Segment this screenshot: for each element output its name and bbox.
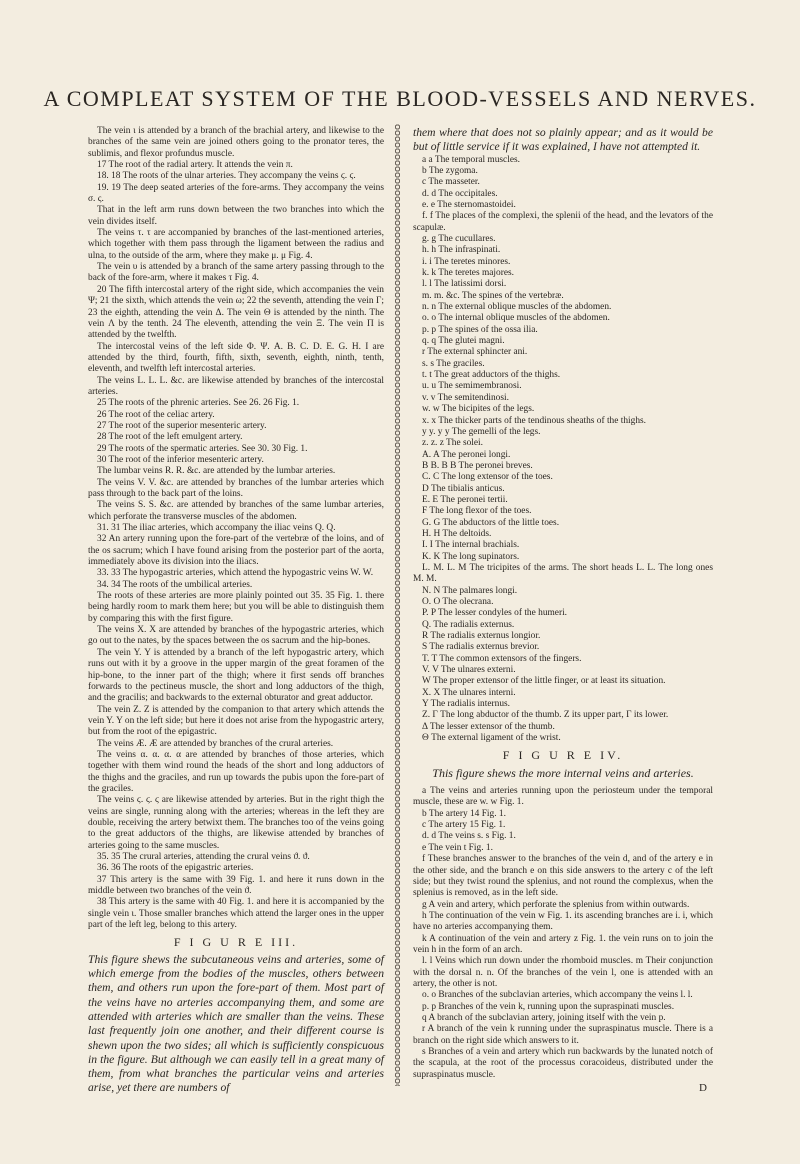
text-paragraph: 17 The root of the radial artery. It attends the vein π. xyxy=(97,160,293,171)
text-paragraph: R The radialis externus longior. xyxy=(422,631,541,642)
text-paragraph: H. H The deltoids. xyxy=(422,528,492,539)
figure-iii-intro-continued: them where that does not so plainly appear; and as it would be but of little service if it was explained, I have not attempted it. xyxy=(413,126,713,154)
text-paragraph: The roots of these arteries are more plainly pointed out 35. 35 Fig. 1. there being hardly room to mark them here; but you will be able to distinguish them by comparing this with the first figure. xyxy=(88,591,384,624)
text-paragraph: 25 The roots of the phrenic arteries. See 26. 26 Fig. 1. xyxy=(97,398,300,409)
text-paragraph: 28 The root of the left emulgent artery. xyxy=(97,432,243,443)
text-paragraph: X. X The ulnares interni. xyxy=(422,687,516,698)
right-entries xyxy=(413,155,713,745)
text-paragraph: 33. 33 The hypogastric arteries, which attend the hypogastric veins W. W. xyxy=(97,568,374,579)
text-paragraph: 32 An artery running upon the fore-part of the vertebræ of the loins, and of the os sacrum; which I have found arising from the posterior part of the aorta, immediately above its division into the iliacs. xyxy=(88,534,384,568)
text-paragraph: The veins τ. τ are accompanied by branches of the last-mentioned arteries, which together with them pass through the ligament between the radius and ulna, to the outside of the arm, where they make μ. μ Fig. 4. xyxy=(88,228,384,261)
text-paragraph: Y The radialis internus. xyxy=(422,699,510,710)
text-paragraph: f These branches answer to the branches of the vein d, and of the artery e in the other side, and the branch e on this side answers to the artery c of the left side; but they twist round the splenius, and not round the complexus, when the splenius is removed, as in the left side. xyxy=(413,854,713,899)
text-paragraph: P. P The lesser condyles of the humeri. xyxy=(422,608,568,619)
text-paragraph: The vein Y. Y is attended by a branch of the left hypogastric artery, which runs out with it by a groove in the upper margin of the great foramen of the hip-bone, to the inner part of the thigh; where it first sends off branches forwards to the pectineus muscle, the short and long adductors of the thigh, and the gracilis; and backwards to the external obturator and great adductor. xyxy=(88,647,384,704)
right-column xyxy=(413,126,713,1095)
text-paragraph: Q. The radialis externus. xyxy=(422,619,515,630)
text-paragraph: x. x The thicker parts of the tendinous sheaths of the thighs. xyxy=(422,415,647,426)
text-paragraph: d. d The veins s. s Fig. 1. xyxy=(422,831,516,842)
text-paragraph: s. s The graciles. xyxy=(422,358,485,369)
text-paragraph: Δ The lesser extensor of the thumb. xyxy=(422,721,555,732)
text-paragraph: Z. Γ The long abductor of the thumb. Z its upper part, Γ its lower. xyxy=(422,710,669,721)
text-paragraph: z. z. z The solei. xyxy=(422,438,484,449)
figure-heading-iv: F I G U R E IV. xyxy=(502,748,624,763)
text-paragraph: o. o The internal oblique muscles of the abdomen. xyxy=(422,313,610,324)
text-paragraph: The veins V. V. &c. are attended by branches of the lumbar arteries which pass through to the back part of the loins. xyxy=(88,477,384,499)
text-paragraph: D The tibialis anticus. xyxy=(422,483,505,494)
text-paragraph: g. g The cucullares. xyxy=(422,234,496,244)
text-paragraph: A. A The peronei longi. xyxy=(422,449,511,460)
text-paragraph: W The proper extensor of the little finger, or at least its situation. xyxy=(422,676,666,687)
text-paragraph: u. u The semimembranosi. xyxy=(422,381,522,392)
text-paragraph: k. k The teretes majores. xyxy=(422,268,514,279)
text-paragraph: The veins Æ. Æ are attended by branches of the crural arteries. xyxy=(97,738,334,749)
text-paragraph: That in the left arm runs down between the two branches into which the vein divides itself. xyxy=(88,205,384,227)
text-paragraph: V. V The ulnares externi. xyxy=(422,665,516,676)
text-paragraph: k A continuation of the vein and artery z Fig. 1. the vein runs on to join the vein h in the form of an arch. xyxy=(413,933,713,955)
text-paragraph: v. v The semitendinosi. xyxy=(422,392,509,403)
text-paragraph: c The artery 15 Fig. 1. xyxy=(422,820,506,831)
column-divider-ornament xyxy=(393,124,402,1086)
text-paragraph: The veins ϛ. ϛ. ϛ are likewise attended by arteries. But in the right thigh the veins are single, running along with the arteries; whereas in the left they are double, receiving the artery betwixt them. The branches too of the veins going to the great adductors of the thighs, are likewise attended by branches of arteries going to the same muscles. xyxy=(88,795,384,851)
text-paragraph: c The masseter. xyxy=(422,177,480,188)
text-paragraph: r A branch of the vein k running under the supraspinatus muscle. There is a branch on the right side which answers to it. xyxy=(413,1024,713,1046)
right-entries-after xyxy=(413,786,713,1081)
text-paragraph: l. l Veins which run down under the rhomboid muscles. m Their conjunction with the dorsal n. n. Of the branches of the vein l, one is attended with an artery, the other is not. xyxy=(413,956,713,989)
text-paragraph: 34. 34 The roots of the umbilical arteries. xyxy=(97,579,253,590)
left-paragraphs xyxy=(88,126,384,931)
text-paragraph: O. O The olecrana. xyxy=(422,597,494,607)
text-paragraph: g A vein and artery, which perforate the splenius from within outwards. xyxy=(422,899,690,910)
text-paragraph: The veins S. S. &c. are attended by branches of the same lumbar arteries, which perforate the transverse muscles of the abdomen. xyxy=(88,500,384,522)
text-paragraph: F The long flexor of the toes. xyxy=(422,506,532,517)
figure-iii-intro: This figure shews the subcutaneous veins and arteries, some of which emerge from the bodies of the muscles, others between them, and others run upon the fore-part of them. Most part of the veins have no arteries accompanying them, and some are attended with arteries which are smaller than the veins. These last frequently join one another, and their different course is shewn upon the two sides; all which is sufficiently conspicuous in the figure. But although we can easily tell in a great many of them, from what branches the particular veins and arteries arise, yet there are numbers of xyxy=(88,952,384,1095)
text-paragraph: The intercostal veins of the left side Φ. Ψ. A. B. C. D. E. G. H. I are attended by the third, fourth, fifth, sixth, seventh, eighth, ninth, tenth, eleventh, and twelfth left intercostal arteries. xyxy=(88,341,384,375)
text-paragraph: b The zygoma. xyxy=(422,165,478,176)
left-column xyxy=(88,126,384,1095)
figure-iv-intro: This figure shews the more internal veins and arteries. xyxy=(432,765,694,780)
page-title: A COMPLEAT SYSTEM OF THE BLOOD-VESSELS AND NERVES. xyxy=(43,86,757,111)
text-paragraph: 26 The root of the celiac artery. xyxy=(97,409,215,420)
text-paragraph: 31. 31 The iliac arteries, which accompany the iliac veins Q. Q. xyxy=(97,523,336,534)
text-paragraph: G. G The abductors of the little toes. xyxy=(422,517,560,528)
text-paragraph: 27 The root of the superior mesenteric artery. xyxy=(97,420,267,431)
text-paragraph: a a The temporal muscles. xyxy=(422,154,520,165)
text-paragraph: i. i The teretes minores. xyxy=(422,256,511,267)
text-paragraph: I. I The internal brachials. xyxy=(422,540,520,551)
text-paragraph: d. d The occipitales. xyxy=(422,188,498,199)
text-paragraph: w. w The bicipites of the legs. xyxy=(422,404,535,415)
text-paragraph: S The radialis externus brevior. xyxy=(422,642,540,653)
text-paragraph: The vein Z. Z is attended by the companion to that artery which attends the vein Y. Y on the left side; but here it does not arise from the hypogastric artery, but from the root of the epigastric. xyxy=(88,704,384,738)
text-paragraph: m. m. &c. The spines of the vertebræ. xyxy=(422,290,564,301)
text-paragraph: q A branch of the subclavian artery, joining itself with the vein p. xyxy=(422,1012,666,1023)
text-paragraph: The lumbar veins R. R. &c. are attended by the lumbar arteries. xyxy=(97,466,336,477)
catchword: D xyxy=(699,1082,707,1095)
text-paragraph: The veins X. X are attended by branches of the hypogastric arteries, which go out to the nates, by the spaces between the os sacrum and the hip-bones. xyxy=(88,625,384,647)
text-paragraph: p. p The spines of the ossa ilia. xyxy=(422,324,538,335)
text-paragraph: B B. B B The peronei breves. xyxy=(422,460,533,471)
text-paragraph: t. t The great adductors of the thighs. xyxy=(422,370,561,381)
text-paragraph: K. K The long supinators. xyxy=(422,551,520,562)
text-paragraph: b The artery 14 Fig. 1. xyxy=(422,808,506,819)
text-paragraph: p. p Branches of the vein k, running upon the supraspinati muscles. xyxy=(422,1001,675,1012)
text-paragraph: The veins α. α. α. α are attended by branches of those arteries, which together with them wind round the heads of the short and long adductors of the thighs and the graciles, and run up towards the pubis upon the fore-part of the graciles. xyxy=(88,749,384,794)
text-paragraph: 35. 35 The crural arteries, attending the crural veins ϑ. ϑ. xyxy=(97,852,310,862)
text-paragraph: C. C The long extensor of the toes. xyxy=(422,472,553,483)
text-paragraph: h. h The infraspinati. xyxy=(422,245,501,256)
figure-heading-iii: F I G U R E III. xyxy=(173,935,299,950)
text-paragraph: q. q The glutei magni. xyxy=(422,336,505,347)
text-paragraph: N. N The palmares longi. xyxy=(422,585,518,596)
text-paragraph: The vein υ is attended by a branch of the same artery passing through to the back of the fore-arm, where it makes τ Fig. 4. xyxy=(88,262,384,284)
text-paragraph: 38 This artery is the same with 40 Fig. 1. and here it is accompanied by the single vein ι. Those smaller branches which attend the larger ones in the upper part of the left leg, belong to this artery. xyxy=(88,897,384,931)
text-paragraph: The vein ι is attended by a branch of the brachial artery, and likewise to the branches of the same vein are joined others going to the pronator teres, the sublimis, and flexor profundus muscle. xyxy=(88,126,384,159)
text-paragraph: l. l The latissimi dorsi. xyxy=(422,279,507,290)
text-paragraph: 20 The fifth intercostal artery of the right side, which accompanies the vein Ψ; 21 the sixth, which attends the vein ω; 22 the seventh, attending the vein Γ; 23 the eighth, attending the vein Δ. The vein Θ is attended by the ninth. The vein Λ by the tenth. 24 The eleventh, attending the vein Ξ. The vein Π is attended by the twelfth. xyxy=(88,284,384,341)
text-paragraph: 18. 18 The roots of the ulnar arteries. They accompany the veins ϛ. ϛ. xyxy=(97,171,356,182)
text-paragraph: o. o Branches of the subclavian arteries, which accompany the veins l. l. xyxy=(422,990,693,1001)
text-paragraph: 19. 19 The deep seated arteries of the fore-arms. They accompany the veins σ. ς. xyxy=(88,182,384,205)
text-paragraph: 37 This artery is the same with 39 Fig. 1. and here it runs down in the middle between two branches of the vein ϑ. xyxy=(88,874,384,897)
text-paragraph: r The external sphincter ani. xyxy=(422,347,528,358)
text-paragraph: The veins L. L. L. &c. are likewise attended by branches of the intercostal arteries. xyxy=(88,375,384,397)
text-paragraph: h The continuation of the vein w Fig. 1. its ascending branches are i. i, which have no arteries accompanying them. xyxy=(413,910,713,933)
text-paragraph: e The vein t Fig. 1. xyxy=(422,842,493,853)
text-paragraph: L. M. L. M The tricipites of the arms. The short heads L. L. The long ones M. M. xyxy=(413,562,713,585)
text-paragraph: 29 The roots of the spermatic arteries. See 30. 30 Fig. 1. xyxy=(97,443,308,454)
text-paragraph: Θ The external ligament of the wrist. xyxy=(422,733,561,744)
text-paragraph: e. e The sternomastoidei. xyxy=(422,199,516,210)
text-paragraph: 30 The root of the inferior mesenteric artery. xyxy=(97,454,264,465)
text-paragraph: 36. 36 The roots of the epigastric arteries. xyxy=(97,863,254,874)
text-paragraph: y y. y y The gemelli of the legs. xyxy=(422,426,541,437)
text-paragraph: E. E The peronei tertii. xyxy=(422,494,508,505)
text-paragraph: a The veins and arteries running upon the periosteum under the temporal muscle, these are w. w Fig. 1. xyxy=(413,786,713,808)
text-paragraph: s Branches of a vein and artery which run backwards by the lunated notch of the scapula, at the root of the processus coracoideus, distributed under the supraspinatus muscle. xyxy=(413,1047,713,1080)
text-paragraph: n. n The external oblique muscles of the abdomen. xyxy=(422,302,612,313)
text-paragraph: T. T The common extensors of the fingers. xyxy=(422,653,582,664)
text-paragraph: f. f The places of the complexi, the splenii of the head, and the levators of the scapulæ. xyxy=(413,211,713,233)
